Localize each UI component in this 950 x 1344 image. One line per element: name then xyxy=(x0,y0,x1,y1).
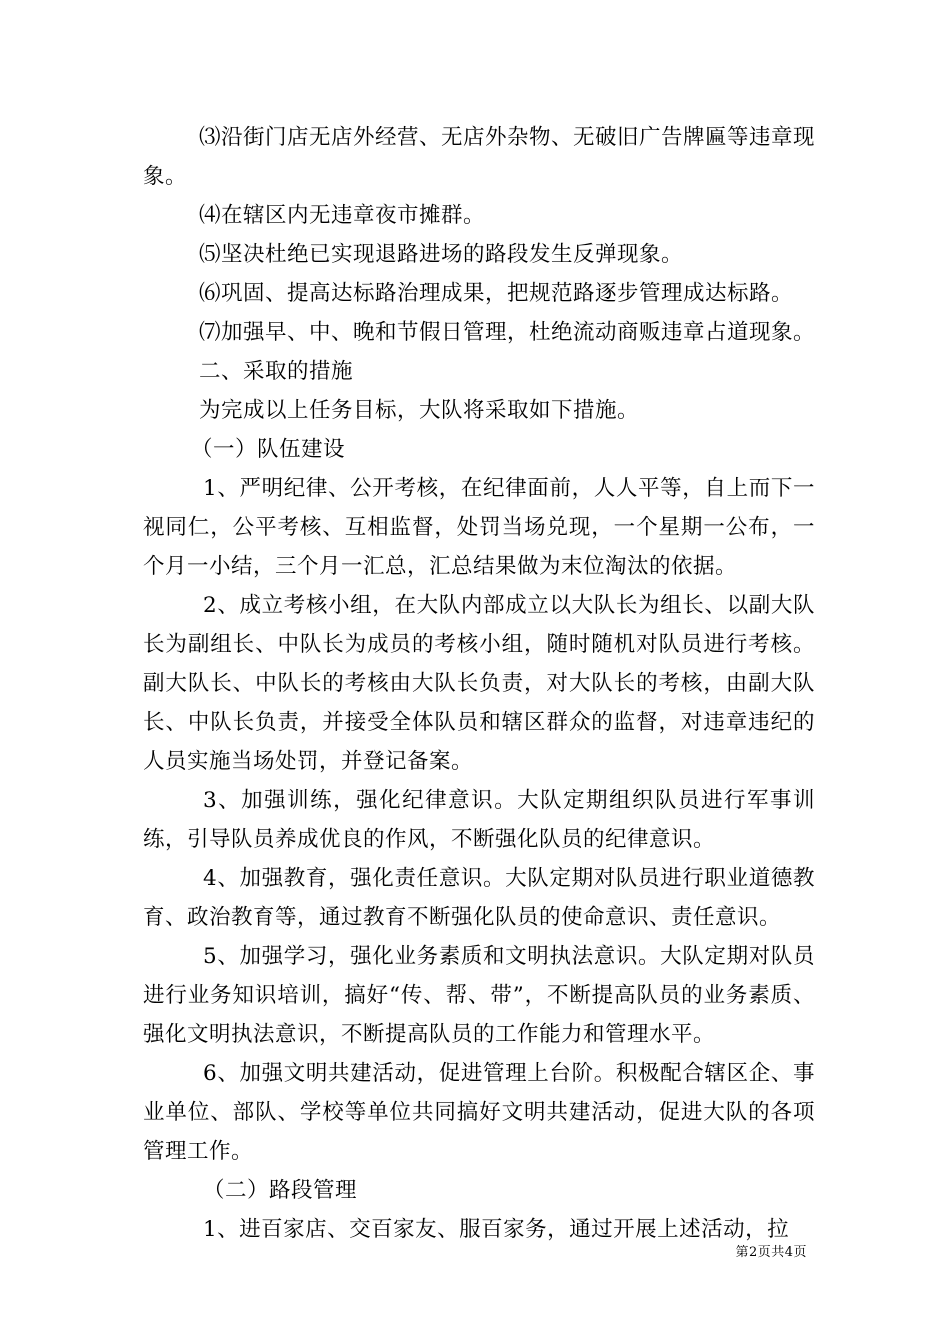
document-body xyxy=(143,118,815,1249)
page-number: 第2页共4页 xyxy=(735,1245,807,1260)
paragraph-item-6: ⑹巩固、提高达标路治理成果，把规范路逐步管理成达标路。 xyxy=(199,281,794,306)
paragraph-team-1: 1、严明纪律、公开考核，在纪律面前，人人平等，自上而下一视同仁，公平考核、互相监督，处罚当场兑现，一个星期一公布，一个月一小结，三个月一汇总，汇总结果做为末位淘汰的依据。 xyxy=(143,476,815,579)
paragraph-intro-measures: 为完成以上任务目标，大队将采取如下措施。 xyxy=(199,398,640,423)
paragraph-team-4: 4、加强教育，强化责任意识。大队定期对队员进行职业道德教育、政治教育等，通过教育不断强化队员的使命意识、责任意识。 xyxy=(143,866,815,930)
paragraph-team-5: 5、加强学习，强化业务素质和文明执法意识。大队定期对队员进行业务知识培训，搞好“传、帮、带”，不断提高队员的业务素质、强化文明执法意识，不断提高队员的工作能力和管理水平。 xyxy=(143,944,815,1047)
paragraph-team-3: 3、加强训练，强化纪律意识。大队定期组织队员进行军事训练，引导队员养成优良的作风，不断强化队员的纪律意识。 xyxy=(143,788,815,852)
paragraph-team-2: 2、成立考核小组，在大队内部成立以大队长为组长、以副大队长为副组长、中队长为成员的考核小组，随时随机对队员进行考核。副大队长、中队长的考核由大队长负责，对大队长的考核，由副大队长、中队长负责，并接受全体队员和辖区群众的监督，对违章违纪的人员实施当场处罚，并登记备案。 xyxy=(143,593,815,774)
paragraph-road-1: 1、进百家店、交百家友、服百家务，通过开展上述活动，拉 xyxy=(203,1217,790,1242)
paragraph-item-7: ⑺加强早、中、晚和节假日管理，杜绝流动商贩违章占道现象。 xyxy=(199,320,816,345)
paragraph-item-4: ⑷在辖区内无违章夜市摊群。 xyxy=(199,203,486,228)
subsection-heading-road: （二）路段管理 xyxy=(203,1178,358,1203)
paragraph-item-3: ⑶沿街门店无店外经营、无店外杂物、无破旧广告牌匾等违章现象。 xyxy=(143,125,816,189)
paragraph-team-6: 6、加强文明共建活动，促进管理上台阶。积极配合辖区企、事业单位、部队、学校等单位共同搞好文明共建活动，促进大队的各项管理工作。 xyxy=(143,1061,815,1164)
section-heading-measures: 二、采取的措施 xyxy=(199,359,354,384)
subsection-heading-team: （一）队伍建设 xyxy=(191,437,346,462)
paragraph-item-5: ⑸坚决杜绝已实现退路进场的路段发生反弹现象。 xyxy=(199,242,684,267)
